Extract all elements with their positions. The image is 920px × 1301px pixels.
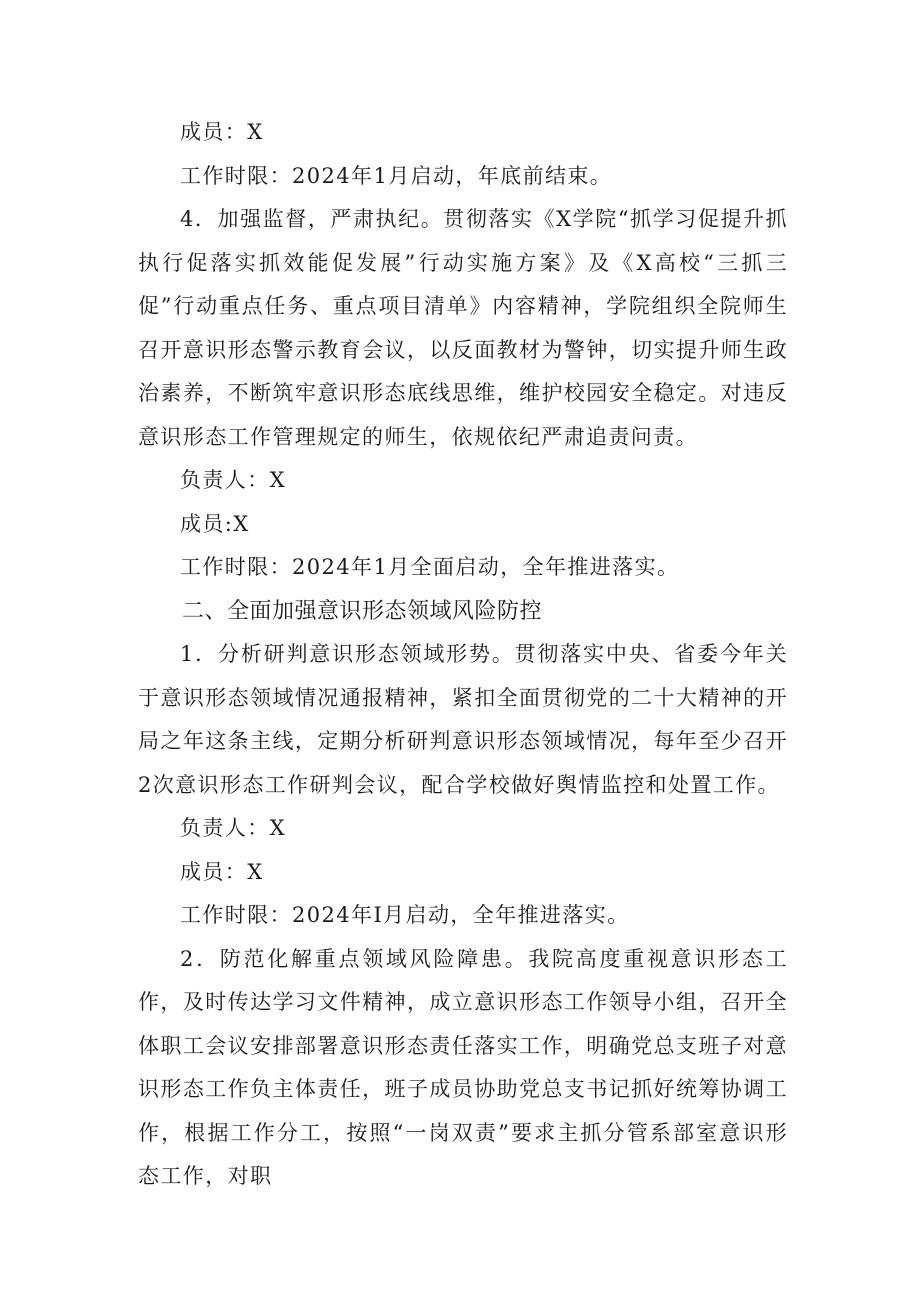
member-line: 成员：X: [180, 859, 264, 884]
deadline-line: 工作时限：2024年1月全面启动，全年推进落实。: [180, 555, 680, 579]
owner-line: 负责人：X: [180, 816, 286, 840]
owner-line: 负责人：X: [180, 468, 286, 492]
section-heading: 二、全面加强意识形态领域风险防控: [182, 598, 543, 624]
deadline-line: 工作时限：2024年I月启动，全年推进落实。: [180, 903, 630, 927]
member-line: 成员:X: [180, 511, 250, 536]
body-paragraph: 4．加强监督，严肃执纪。贯彻落实《X学院“抓学习促提升抓执行促落实抓效能促发展”行动实施方案》及《X高校“三抓三促”行动重点任务、重点项目清单》内容精神，学院组织全院师生召开意识形态警示教育会议，以反面教材为警钟，切实提升师生政治素养，不断筑牢意识形态底线思维，维护校园安全稳定。对违反意识形态工作管理规定的师生，依规依纪严肃追责问责。: [138, 207, 788, 449]
member-line: 成员：X: [180, 120, 264, 144]
deadline-line: 工作时限：2024年1月启动，年底前结束。: [180, 163, 613, 188]
body-paragraph: 1．分析研判意识形态领域形势。贯彻落实中央、省委今年关于意识形态领域情况通报精神，紧扣全面贯彻党的二十大精神的开局之年这条主线，定期分析研判意识形态领域情况，每年至少召开2次意识形态工作研判会议，配合学校做好舆情监控和处置工作。: [138, 642, 788, 797]
document-body: [138, 111, 788, 1199]
body-paragraph: 2．防范化解重点领域风险障患。我院高度重视意识形态工作，及时传达学习文件精神，成立意识形态工作领导小组，召开全体职工会议安排部署意识形态责任落实工作，明确党总支班子对意识形态工作负主体责任，班子成员协助党总支书记抓好统筹协调工作，根据工作分工，按照“一岗双责”要求主抓分管系部室意识形态工作，对职: [138, 946, 788, 1188]
